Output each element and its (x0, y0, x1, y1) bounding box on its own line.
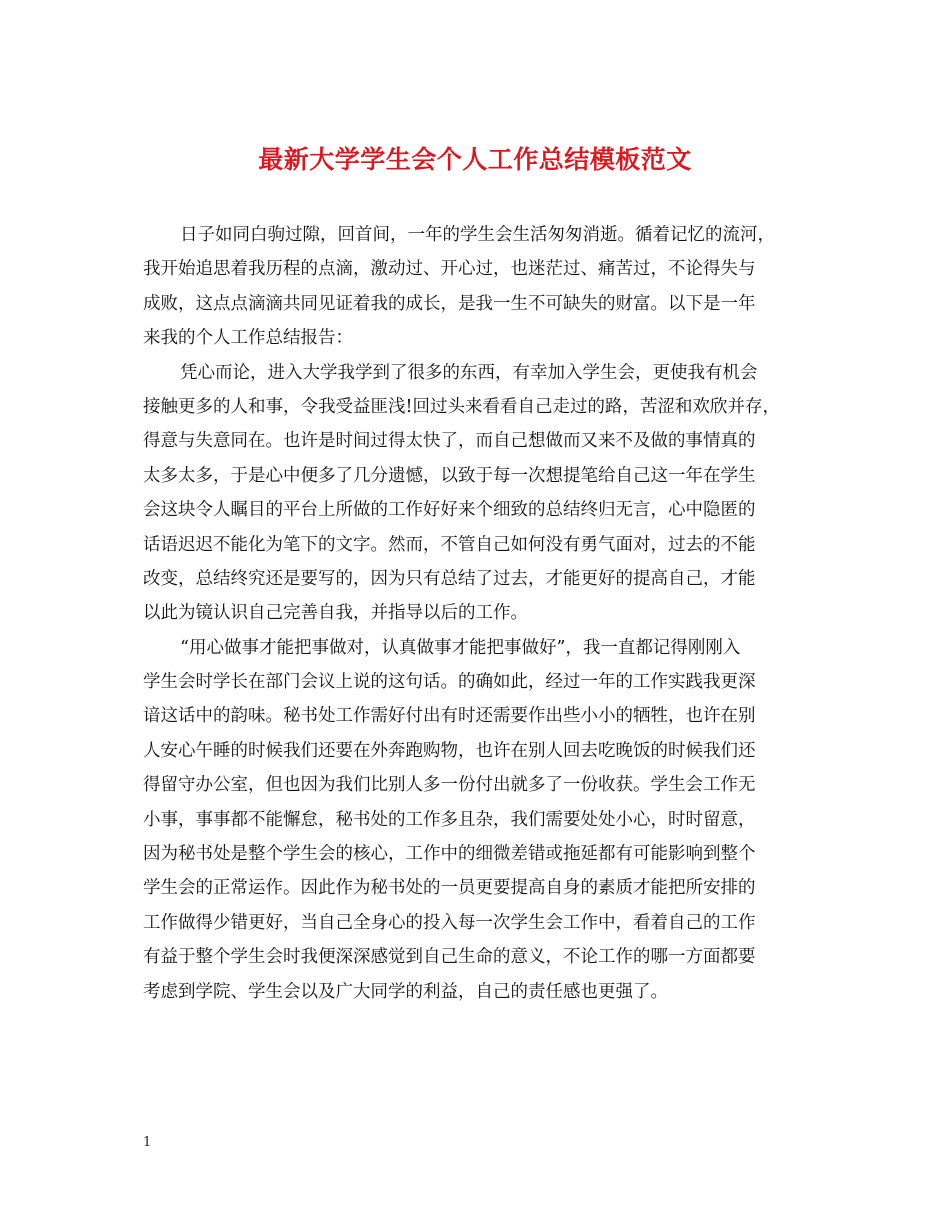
paragraph-2-line-4: 太多太多，于是心中便多了几分遗憾，以致于每一次想提笔给自己这一年在学生 (143, 465, 756, 486)
paragraph-3-line-8: 学生会的正常运作。因此作为秘书处的一员更要提高自身的素质才能把所安排的 (143, 878, 756, 899)
paragraph-3-line-10: 有益于整个学生会时我便深深感觉到自己生命的意义，不论工作的哪一方面都要 (143, 947, 756, 968)
paragraph-1-line-3: 成败，这点点滴滴共同见证着我的成长，是我一生不可缺失的财富。以下是一年 (143, 293, 756, 314)
paragraph-1-line-2: 我开始追思着我历程的点滴，激动过、开心过，也迷茫过、痛苦过，不论得失与 (143, 259, 756, 280)
document-title: 最新大学学生会个人工作总结模板范文 (258, 145, 692, 174)
paragraph-1-line-4: 来我的个人工作总结报告： (143, 328, 353, 349)
paragraph-2-line-3: 得意与失意同在。也许是时间过得太快了，而自己想做而又来不及做的事情真的 (143, 431, 756, 452)
document-body (143, 218, 805, 1009)
paragraph-2-line-5: 会这块令人瞩目的平台上所做的工作好好来个细致的总结终归无言，心中隐匿的 (143, 500, 756, 521)
paragraph-2-line-1: 凭心而论，进入大学我学到了很多的东西，有幸加入学生会，更使我有机会 (180, 362, 758, 383)
paragraph-3-line-5: 得留守办公室，但也因为我们比别人多一份付出就多了一份收获。学生会工作无 (143, 775, 756, 796)
paragraph-2-line-8: 以此为镜认识自己完善自我，并指导以后的工作。 (143, 603, 528, 624)
paragraph-3-line-3: 谙这话中的韵味。秘书处工作需好付出有时还需要作出些小小的牺牲，也许在别 (143, 706, 756, 727)
paragraph-2-line-6: 话语迟迟不能化为笔下的文字。然而，不管自己如何没有勇气面对，过去的不能 (143, 534, 756, 555)
page-number: 1 (143, 1135, 152, 1150)
paragraph-3-line-2: 学生会时学长在部门会议上说的这句话。的确如此，经过一年的工作实践我更深 (143, 672, 756, 693)
paragraph-3-line-4: 人安心午睡的时候我们还要在外奔跑购物，也许在别人回去吃晚饭的时候我们还 (143, 740, 756, 761)
paragraph-3-line-9: 工作做得少错更好，当自己全身心的投入每一次学生会工作中，看着自己的工作 (143, 912, 756, 933)
paragraph-1-line-1: 日子如同白驹过隙，回首间，一年的学生会生活匆匆消逝。循着记忆的流河， (180, 225, 775, 245)
paragraph-3-line-11: 考虑到学院、学生会以及广大同学的利益，自己的责任感也更强了。 (143, 981, 668, 1002)
paragraph-3-line-7: 因为秘书处是整个学生会的核心，工作中的细微差错或拖延都有可能影响到整个 (143, 844, 756, 865)
paragraph-3-line-1: “用心做事才能把事做对，认真做事才能把事做好”，我一直都记得刚刚入 (180, 637, 741, 658)
paragraph-2-line-7: 改变，总结终究还是要写的，因为只有总结了过去，才能更好的提高自己，才能 (143, 568, 756, 589)
paragraph-2-line-2: 接触更多的人和事，令我受益匪浅!回过头来看看自己走过的路，苦涩和欢欣并存， (143, 396, 781, 417)
paragraph-3-line-6: 小事，事事都不能懈怠，秘书处的工作多且杂，我们需要处处小心，时时留意， (143, 809, 756, 830)
